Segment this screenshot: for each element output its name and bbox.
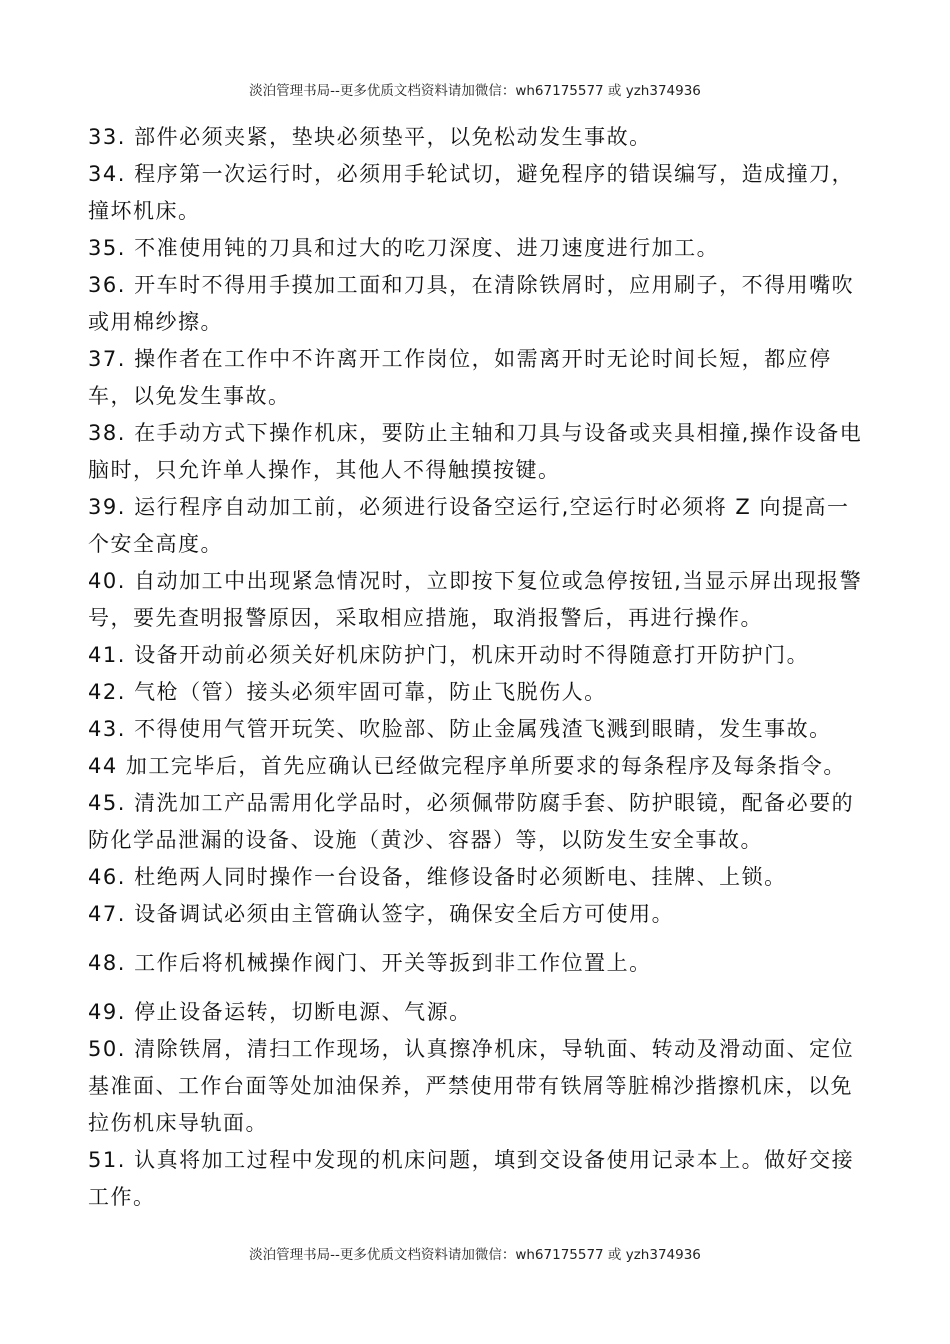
rule-item-42: 42. 气枪（管）接头必须牢固可靠，防止飞脱伤人。 [88, 680, 607, 704]
rule-item-50: 50. 清除铁屑，清扫工作现场，认真擦净机床，导轨面、转动及滑动面、定位基准面、工作台面等处加油保养，严禁使用带有铁屑等脏棉沙揩擦机床，以免拉伤机床导轨面。 [88, 1037, 855, 1135]
rule-item-45: 45. 清洗加工产品需用化学品时，必须佩带防腐手套、防护眼镜，配备必要的防化学品泄漏的设备、设施（黄沙、容器）等，以防发生安全事故。 [88, 791, 855, 852]
rule-item-40: 40. 自动加工中出现紧急情况时，立即按下复位或急停按钮,当显示屏出现报警号，要先查明报警原因，采取相应措施，取消报警后，再进行操作。 [88, 569, 863, 630]
rule-item-35: 35. 不准使用钝的刀具和过大的吃刀深度、进刀速度进行加工。 [88, 236, 720, 260]
rule-item-46: 46. 杜绝两人同时操作一台设备，维修设备时必须断电、挂牌、上锁。 [88, 865, 787, 889]
rule-item-47: 47. 设备调试必须由主管确认签字，确保安全后方可使用。 [88, 902, 675, 926]
page-header: 淡泊管理书局--更多优质文档资料请加微信：wh67175577 或 yzh374936 [249, 83, 701, 99]
rule-item-34: 34. 程序第一次运行时，必须用手轮试切，避免程序的错误编写，造成撞刀，撞坏机床。 [88, 162, 855, 223]
rule-item-51: 51. 认真将加工过程中发现的机床问题，填到交设备使用记录本上。做好交接工作。 [88, 1148, 855, 1209]
document-body [88, 119, 863, 1216]
rule-item-38: 38. 在手动方式下操作机床，要防止主轴和刀具与设备或夹具相撞,操作设备电脑时，只允许单人操作，其他人不得触摸按键。 [88, 421, 863, 482]
rule-item-37: 37. 操作者在工作中不许离开工作岗位，如需离开时无论时间长短，都应停车，以免发生事故。 [88, 347, 832, 408]
rule-item-43: 43. 不得使用气管开玩笑、吹脸部、防止金属残渣飞溅到眼睛，发生事故。 [88, 717, 832, 741]
rule-item-36: 36. 开车时不得用手摸加工面和刀具，在清除铁屑时，应用刷子，不得用嘴吹或用棉纱擦。 [88, 273, 855, 334]
rule-item-49: 49. 停止设备运转，切断电源、气源。 [88, 1000, 472, 1024]
rule-item-44: 44 加工完毕后，首先应确认已经做完程序单所要求的每条程序及每条指令。 [88, 754, 846, 778]
page-footer: 淡泊管理书局--更多优质文档资料请加微信：wh67175577 或 yzh374936 [249, 1247, 701, 1263]
rule-item-39: 39. 运行程序自动加工前，必须进行设备空运行,空运行时必须将 Z 向提高一个安全高度。 [88, 495, 850, 556]
rule-item-33: 33. 部件必须夹紧，垫块必须垫平，以免松动发生事故。 [88, 125, 652, 149]
rule-item-41: 41. 设备开动前必须关好机床防护门，机床开动时不得随意打开防护门。 [88, 643, 810, 667]
rule-item-48: 48. 工作后将机械操作阀门、开关等扳到非工作位置上。 [88, 951, 652, 975]
